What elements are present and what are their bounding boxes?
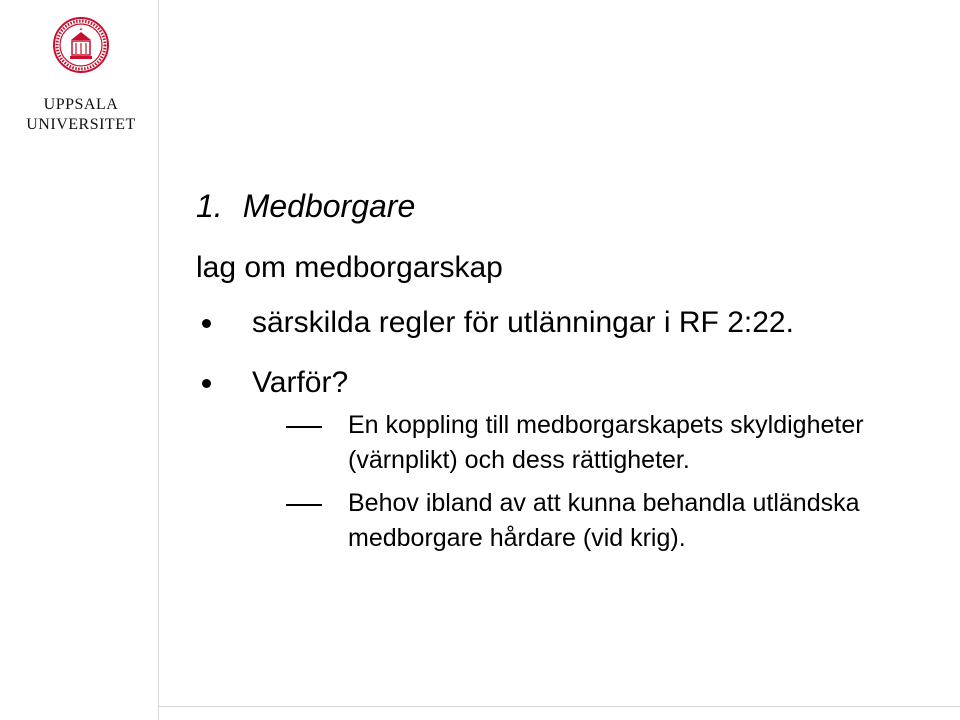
slide-title: [196, 186, 936, 228]
dash-icon: [286, 504, 322, 506]
slide-subheading: lag om medborgarskap: [196, 251, 503, 284]
subbullet-text: En koppling till medborgarskapets skyldigheter (värnplikt) och dess rättigheter.: [348, 411, 864, 474]
bullet-text: särskilda regler för utlänningar i RF 2:22.: [252, 306, 794, 339]
left-divider: [158, 0, 159, 720]
slide-content: [196, 186, 936, 578]
subbullet-list: [246, 408, 936, 556]
slide-title-text: Medborgare: [242, 188, 416, 224]
dash-icon: [286, 426, 322, 428]
bullet-dot-icon: [202, 319, 211, 328]
subbullet-item: [246, 408, 936, 478]
bullet-item: [196, 304, 936, 342]
university-logo: [22, 16, 140, 138]
bottom-divider: [158, 706, 960, 707]
logo-text-line2: UNIVERSITET: [26, 116, 136, 133]
bullet-dot-icon: [202, 379, 211, 388]
bullet-text: Varför?: [252, 366, 349, 399]
svg-text:✦: ✦: [78, 28, 84, 33]
slide-title-number: 1.: [196, 188, 223, 224]
subbullet-text: Behov ibland av att kunna behandla utländska medborgare hårdare (vid krig).: [348, 489, 860, 552]
university-seal-icon: [52, 16, 110, 74]
subbullet-item: [246, 486, 936, 556]
bullet-item: [196, 364, 936, 556]
bullet-list: [196, 304, 936, 556]
logo-text-line1: UPPSALA: [43, 96, 119, 113]
